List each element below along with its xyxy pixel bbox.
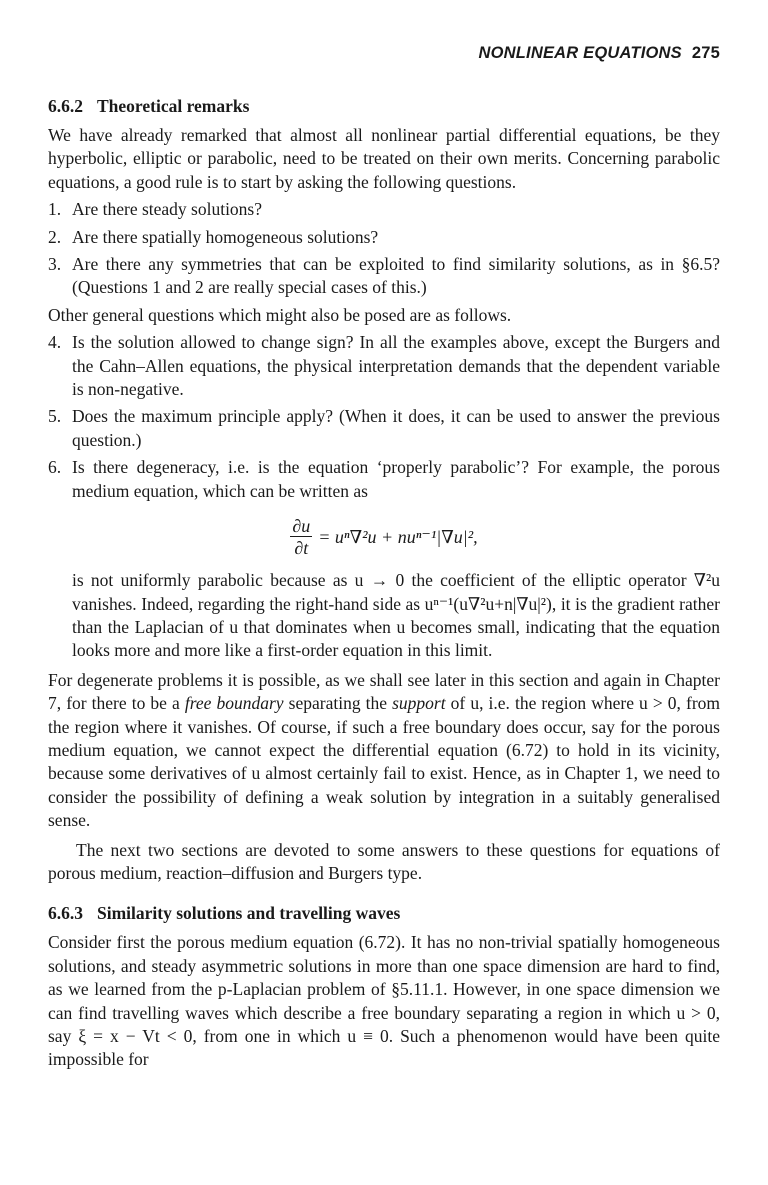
section-heading-6-6-3 [48, 901, 720, 925]
list-item-text: Are there any symmetries that can be exploited to find similarity solutions, as in §6.5? (Questions 1 and 2 are really special cases of this.) [72, 254, 720, 298]
text-span: of u, i.e. the region where u > 0, from the region where it vanishes. Of course, if such a free boundary does occur, say for the porous medium equation, we cannot expect the differential equation (6.72) to hold in its vicinity, because some derivatives of u almost certainly fail to exist. Hence, as in Chapter 1, we need to consider the possibility of defining a weak solution by integration in a suitably generalised sense. [48, 693, 721, 831]
question-list-a [48, 198, 720, 300]
intro-paragraph: We have already remarked that almost all nonlinear partial differential equations, be they hyperbolic, elliptic or parabolic, need to be treated on their own merits. Concerning parabolic equations, a good rule is to start by asking the following questions. [48, 125, 720, 192]
list-item-text: Does the maximum principle apply? (When it does, it can be used to answer the previous question.) [72, 406, 720, 450]
list-item [48, 253, 720, 300]
list-item-number: 3. [48, 254, 62, 275]
equation-fraction [290, 516, 312, 559]
section-title: Similarity solutions and travelling waves [97, 903, 401, 924]
running-head [48, 44, 720, 74]
list-item [48, 405, 720, 452]
list-item-number: 4. [48, 332, 62, 353]
running-head-title: NONLINEAR EQUATIONS [478, 44, 682, 62]
section-title: Theoretical remarks [97, 96, 250, 116]
section-number: 6.6.3 [48, 903, 83, 924]
equation-rhs: = uⁿ∇²u + nuⁿ⁻¹|∇u|², [318, 526, 478, 547]
degenerate-paragraph [48, 669, 720, 833]
section-number: 6.6.2 [48, 96, 83, 116]
next-sections-paragraph: The next two sections are devoted to some answers to these questions for equations of porous medium, reaction–diffusion and Burgers type. [48, 839, 720, 883]
text-span: For degenerate problems it is possible, as we shall see later in this section and again in Chapter 7, for there to be a [48, 669, 720, 714]
list-item-number: 6. [48, 457, 62, 478]
section-6-6-3-paragraph: Consider first the porous medium equation (6.72). It has no non-trivial spatially homogeneous solutions, and steady asymmetric solutions in more than one space dimension are hard to find, as we learned from the p-Laplacian problem of §5.11.1. However, in one space dimension we can find travelling waves which describe a free boundary separating a region in which u > 0, say ξ = x − Vt < 0, from one in which u ≡ 0. Such a phenomenon would have been quite impossible for [48, 932, 720, 1070]
list-item [48, 226, 720, 249]
list-item-text: Are there steady solutions? [72, 199, 263, 220]
list-item [48, 198, 720, 221]
support-term: support [392, 693, 446, 714]
list-item [48, 331, 720, 401]
equation-numerator: ∂u [292, 515, 311, 536]
list-item-text: Is there degeneracy, i.e. is the equation ‘properly parabolic’? For example, the porous medium equation, which can be written as [72, 457, 720, 501]
porous-medium-equation [48, 513, 720, 561]
page [48, 44, 720, 1072]
text-span: separating the [283, 693, 393, 714]
list-item-number: 1. [48, 199, 62, 220]
list-item-number: 2. [48, 226, 62, 247]
equation-denominator: ∂t [294, 537, 309, 558]
list-item-text: Are there spatially homogeneous solutions? [72, 226, 379, 247]
after-equation-paragraph: is not uniformly parabolic because as u → 0 the coefficient of the elliptic operator ∇²u vanishes. Indeed, regarding the right-hand side as uⁿ⁻¹(u∇²u+n|∇u|²), it is the gradient rather than the Laplacian of u that dominates when u becomes small, indicating that the equation looks more and more like a first-order equation in this limit. [72, 570, 720, 661]
list-item-number: 5. [48, 406, 62, 427]
free-boundary-term: free boundary [184, 693, 284, 714]
question-list-b [48, 331, 720, 503]
section-heading-6-6-2 [48, 94, 720, 118]
page-number: 275 [691, 44, 720, 62]
list-item-text: Is the solution allowed to change sign? In all the examples above, except the Burgers and the Cahn–Allen equations, the physical interpretation demands that the dependent variable is non-negative. [72, 332, 720, 400]
list-item [48, 456, 720, 503]
bridge-paragraph: Other general questions which might also be posed are as follows. [48, 304, 512, 325]
